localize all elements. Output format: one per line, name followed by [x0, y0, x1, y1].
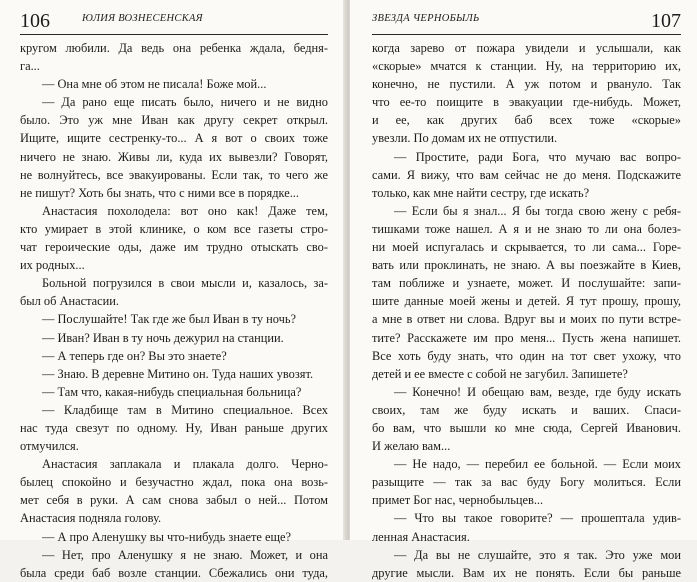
text-line: Анастасия похолодела: вот оно как! Даже тем,	[42, 203, 328, 218]
text-line: Больной погрузился в свои мысли и, казалось, за-	[42, 276, 328, 291]
text-line: когда зарево от пожара увидели и услышали, как	[372, 41, 681, 55]
text-line: своих, там же буду искать и ваших. Спаси-	[372, 402, 681, 417]
text-line: только, как мне найти сестру, где искать?	[372, 185, 590, 200]
text-line: — Конечно! И обещаю вам, везде, где буду искать	[394, 384, 681, 399]
text-line: примет Бог нас, чернобыльцев...	[372, 493, 544, 508]
text-line: была среди баб возле станции. Сбежались они туда,	[20, 565, 328, 580]
text-line: сами. Я вижу, что вам сейчас не до меня. Подскажите	[372, 167, 681, 182]
text-line: конечно, не пустили. А уж потом и рвануло. Так	[372, 77, 681, 92]
text-line: Все хоть буду знать, что один на тот свет ухожу, что	[372, 348, 681, 363]
text-line: — А теперь где он? Вы это знаете?	[42, 348, 227, 363]
text-line: — Она мне об этом не писала! Боже мой...	[42, 77, 267, 92]
left-page	[0, 0, 346, 580]
text-line: чат героические оды, даже им трудно отыскать сво-	[20, 240, 328, 255]
right-page	[350, 0, 697, 580]
text-line: Анастасия подняла голову.	[20, 511, 162, 526]
right-page-header	[372, 8, 681, 35]
text-line: ничего не знаю. Живы ли, куда их вывезли? Говорят,	[20, 149, 328, 164]
text-line: Анастасия заплакала и плакала долго. Черно-	[42, 457, 328, 472]
left-page-text	[20, 39, 328, 582]
text-line: был об Анастасии.	[20, 294, 120, 309]
text-line: а мне в ответ ни слова. Вдруг вы и моих по пути встре-	[372, 312, 681, 327]
text-line: другие мысли. Вам их не понять. Если бы раньше	[372, 565, 681, 580]
right-page-text	[372, 39, 681, 582]
text-line: детей и ее вместе с собой не загубил. Запишете?	[372, 366, 628, 381]
text-line: — Там что, какая-нибудь специальная больница?	[42, 384, 302, 399]
text-line: не пишут? Хоть бы знать, что с ними все в порядке...	[20, 185, 299, 200]
text-line: былец спокойно и безучастно ждал, пока она возь-	[20, 475, 328, 490]
left-running-head: ЮЛИЯ ВОЗНЕСЕНСКАЯ	[82, 13, 203, 24]
text-line: бо вам, что вышли ко мне сюда, Сергей Иванович.	[372, 420, 681, 435]
text-line: нас туда свезут по одному. Ну, Иван раньше других	[20, 420, 328, 435]
text-line: — Нет, про Аленушку я не знаю. Может, и она	[42, 547, 328, 562]
text-line: мет себя в руки. А сам снова забыл о ней... Потом	[20, 493, 328, 508]
text-line: — Знаю. В деревне Митино он. Туда наших увозят.	[42, 366, 314, 381]
text-line: — Не надо, — перебил ее больной. — Если моих	[394, 457, 681, 472]
text-line: разыщите — так за вас буду Богу молиться. Если	[372, 475, 681, 490]
text-line: — Простите, ради Бога, что мучаю вас вопро-	[394, 149, 681, 164]
right-running-head: ЗВЕЗДА ЧЕРНОБЫЛЬ	[372, 13, 480, 24]
text-line: тишками тоже нашел. А я и не знаю то ли она болез-	[372, 221, 681, 236]
text-line: и ее, как других баб всех тоже «скорые»	[372, 113, 681, 128]
left-page-number: 106	[20, 10, 50, 32]
text-line: «скорые» мчатся к станции. Ну, на территорию их,	[372, 59, 681, 74]
text-line: — Да вы не слушайте, это я так. Это уже мои	[394, 547, 681, 562]
text-line: кругом любили. Да ведь она ребенка ждала, бедня-	[20, 41, 328, 55]
text-line: тите? Расскажете им про меня... Пусть жена напишет.	[372, 330, 681, 345]
text-line: шите данные моей жены и детей. Я тут прошу, прошу,	[372, 294, 681, 309]
text-line: Ищите, ищите сестренку-то... А я вот о своих тоже	[20, 131, 328, 146]
right-page-number: 107	[651, 10, 681, 32]
text-line: их родных...	[20, 258, 85, 273]
text-line: кто умирает в этой клинике, о ком все газеты стро-	[20, 221, 328, 236]
text-line: — Иван? Иван в ту ночь дежурил на станции.	[42, 330, 284, 345]
text-line: увезли. По домам их не отпустили.	[372, 131, 558, 146]
text-line: ни моей испугалась и скрывается, то ли сама... Горе-	[372, 240, 681, 255]
text-line: И желаю вам...	[372, 439, 451, 454]
left-page-header	[20, 8, 328, 35]
text-line: га...	[20, 59, 40, 74]
text-line: там поближе и узнаете, может. И послушайте: запи-	[372, 276, 681, 291]
text-line: — А про Аленушку вы что-нибудь знаете еще?	[42, 529, 292, 544]
text-line: отмучился.	[20, 439, 79, 454]
text-line: — Да рано еще писать было, ничего и не видно	[42, 95, 328, 110]
text-line: — Послушайте! Так где же был Иван в ту ночь?	[42, 312, 297, 327]
text-line: было. Это уж мне Иван как другу секрет открыл.	[20, 113, 328, 128]
text-line: — Если бы я знал... Я бы тогда свою жену с ребя-	[394, 203, 681, 218]
text-line: что ее-то поищите в эвакуации где-нибудь. Может,	[372, 95, 681, 110]
text-line: — Что вы такое говорите? — прошептала удив-	[394, 511, 681, 526]
text-line: — Кладбище там в Митино специальное. Всех	[42, 402, 328, 417]
text-line: не волнуйтесь, все эвакуированы. Если так, то чего же	[20, 167, 328, 182]
text-line: вать или проклинать, не знаю. А вы поезжайте в Киев,	[372, 258, 681, 273]
text-line: ленная Анастасия.	[372, 529, 470, 544]
